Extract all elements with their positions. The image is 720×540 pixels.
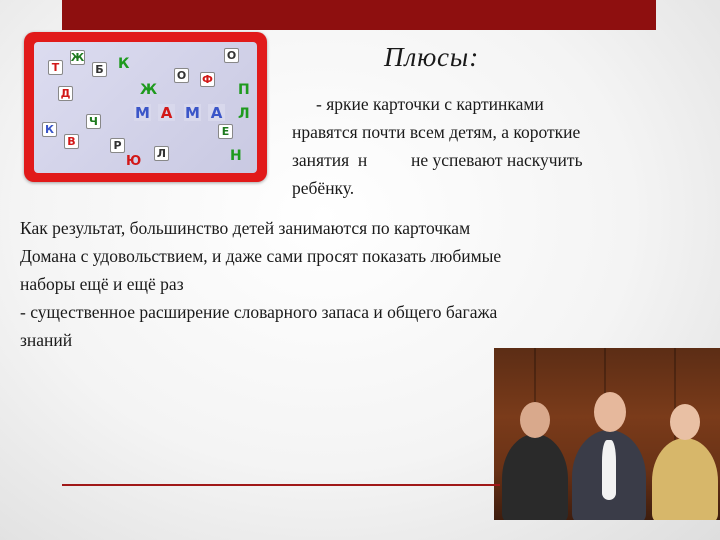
letter-tile: Д	[58, 86, 73, 101]
word-letter: М	[135, 103, 150, 122]
pros-line: - яркие карточки с картинками	[316, 94, 544, 114]
letter-tile: Ф	[200, 72, 215, 87]
result-line: Домана с удовольствием, и даже сами просят показать любимые	[20, 246, 502, 266]
letter-tile: Л	[154, 146, 169, 161]
letter-tile: Р	[110, 138, 125, 153]
person-right-head	[670, 404, 700, 440]
board-surface	[34, 42, 257, 173]
person-center-shirt	[602, 440, 616, 500]
pros-paragraph	[292, 90, 704, 202]
letter-tile: К	[118, 56, 130, 72]
letter-tile: Ж	[70, 51, 85, 64]
result-paragraph	[20, 214, 710, 354]
letter-tile: Ч	[86, 114, 101, 129]
letter-tile: Ю	[126, 154, 142, 169]
result-line: знаний	[20, 330, 73, 350]
person-left	[502, 434, 568, 520]
person-right	[652, 438, 718, 520]
result-line: - существенное расширение словарного запаса и общего багажа	[20, 302, 498, 322]
letter-tile: Н	[230, 148, 242, 164]
pros-line: ребёнку.	[292, 178, 355, 198]
pros-line: занятия н не успевают наскучить	[292, 150, 583, 170]
word-letter: М	[185, 103, 200, 122]
result-line: Как результат, большинство детей занимаются по карточкам	[20, 218, 471, 238]
letter-tile: О	[174, 68, 189, 83]
bottom-accent-line	[62, 484, 500, 486]
word-letter: А	[158, 104, 175, 121]
top-accent-bar	[62, 0, 656, 30]
letter-tile: К	[42, 122, 57, 137]
person-left-head	[520, 402, 550, 438]
letter-tile: Т	[48, 60, 63, 75]
person-center-head	[594, 392, 626, 432]
letter-tile: Ж	[140, 82, 158, 98]
letter-tile: О	[224, 48, 239, 63]
slide-title: Плюсы:	[384, 42, 480, 72]
word-letter: А	[208, 104, 225, 121]
result-line: наборы ещё и ещё раз	[20, 274, 184, 294]
letter-tile: П	[238, 82, 250, 98]
letter-tile: Б	[92, 62, 107, 77]
letter-tile: Е	[218, 124, 233, 139]
magnetic-letter-board-image	[24, 32, 267, 182]
letter-tile: Л	[238, 106, 250, 122]
pros-line: нравятся почти всем детям, а короткие	[292, 122, 581, 142]
group-photo	[494, 348, 720, 520]
board-frame-print	[24, 33, 267, 41]
letter-tile: В	[64, 134, 79, 149]
